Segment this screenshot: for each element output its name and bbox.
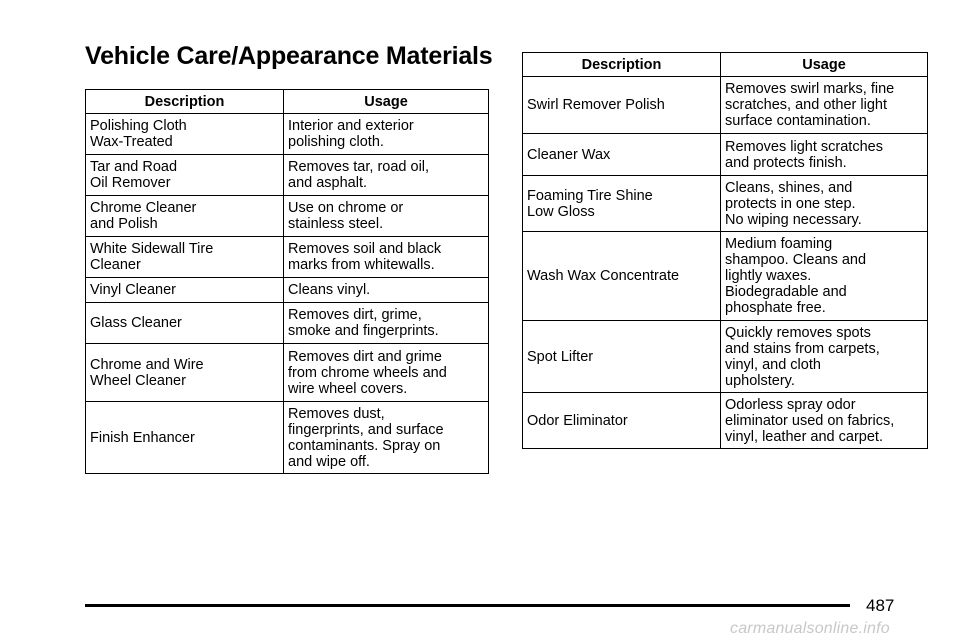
page-number: 487 (866, 596, 895, 615)
usage-cell: Removes dust, fingerprints, and surface contaminants. Spray on and wipe off. (284, 402, 489, 474)
usage-cell: Interior and exterior polishing cloth. (284, 114, 489, 155)
description-cell: Vinyl Cleaner (86, 278, 284, 303)
description-cell: Swirl Remover Polish (523, 77, 721, 134)
description-cell: Cleaner Wax (523, 134, 721, 176)
usage-cell: Cleans, shines, and protects in one step. No wiping necessary. (721, 176, 928, 232)
usage-cell: Quickly removes spots and stains from carpets, vinyl, and cloth upholstery. (721, 321, 928, 393)
usage-cell: Removes dirt and grime from chrome wheels and wire wheel covers. (284, 344, 489, 402)
usage-cell: Removes swirl marks, fine scratches, and other light surface contamination. (721, 77, 928, 134)
usage-cell: Removes tar, road oil, and asphalt. (284, 155, 489, 196)
table-row (523, 393, 928, 449)
usage-cell: Cleans vinyl. (284, 278, 489, 303)
materials-table-left (85, 89, 489, 474)
usage-cell: Removes light scratches and protects finish. (721, 134, 928, 176)
table-row (523, 134, 928, 176)
usage-cell: Removes dirt, grime, smoke and fingerprints. (284, 303, 489, 344)
description-header: Description (86, 90, 284, 114)
description-cell: Foaming Tire Shine Low Gloss (523, 176, 721, 232)
description-cell: Finish Enhancer (86, 402, 284, 474)
table-row (86, 402, 489, 474)
description-header: Description (523, 53, 721, 77)
materials-table-right (522, 52, 928, 449)
description-cell: Chrome Cleaner and Polish (86, 196, 284, 237)
description-cell: Tar and Road Oil Remover (86, 155, 284, 196)
table-row (86, 155, 489, 196)
description-cell: White Sidewall Tire Cleaner (86, 237, 284, 278)
table-row (86, 237, 489, 278)
usage-cell: Removes soil and black marks from whitewalls. (284, 237, 489, 278)
table-row (86, 196, 489, 237)
table-row (86, 303, 489, 344)
table-row (86, 344, 489, 402)
table-row (523, 77, 928, 134)
usage-header: Usage (284, 90, 489, 114)
table-header-row (523, 53, 928, 77)
description-cell: Odor Eliminator (523, 393, 721, 449)
table-row (523, 321, 928, 393)
description-cell: Wash Wax Concentrate (523, 232, 721, 321)
table-header-row (86, 90, 489, 114)
description-cell: Glass Cleaner (86, 303, 284, 344)
usage-cell: Odorless spray odor eliminator used on fabrics, vinyl, leather and carpet. (721, 393, 928, 449)
description-cell: Polishing Cloth Wax-Treated (86, 114, 284, 155)
usage-header: Usage (721, 53, 928, 77)
description-cell: Chrome and Wire Wheel Cleaner (86, 344, 284, 402)
page-title: Vehicle Care/Appearance Materials (85, 42, 493, 70)
table-row (86, 114, 489, 155)
usage-cell: Use on chrome or stainless steel. (284, 196, 489, 237)
usage-cell: Medium foaming shampoo. Cleans and lightly waxes. Biodegradable and phosphate free. (721, 232, 928, 321)
description-cell: Spot Lifter (523, 321, 721, 393)
table-row (523, 232, 928, 321)
table-row (86, 278, 489, 303)
footer-rule (85, 604, 850, 607)
table-row (523, 176, 928, 232)
watermark: carmanualsonline.info (730, 620, 890, 637)
